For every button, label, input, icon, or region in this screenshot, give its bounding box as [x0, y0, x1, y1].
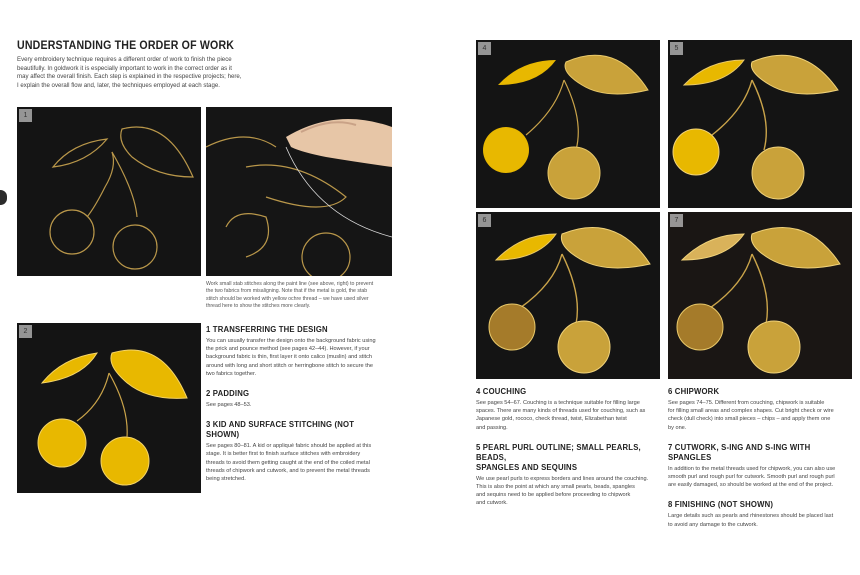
photo-step-5	[668, 40, 852, 208]
photo-step-2	[17, 323, 201, 493]
photo-number: 5	[670, 42, 683, 55]
right-text-column-b	[668, 386, 856, 529]
section-2-body: See pages 48–53.	[206, 402, 252, 409]
section-4-heading: 4 COUCHING	[476, 386, 527, 396]
cherry-chipwork-illustration	[476, 212, 660, 379]
section-3-heading: 3 KID AND SURFACE STITCHING (NOT SHOWN)	[206, 419, 355, 440]
section-1-body: You can usually transfer the design onto the background fabric using the prick and pounce method (see pages 42–44). However, if your background fabric is thin, first layer it onto calico (muslin) and stitch around with long and short stitch or herringbone stitch to secure the two fabrics together.	[206, 338, 376, 377]
section-1-heading: 1 TRANSFERRING THE DESIGN	[206, 324, 328, 334]
section-6-heading: 6 CHIPWORK	[668, 386, 720, 396]
cherry-couching-illustration	[476, 40, 660, 208]
photo-number: 7	[670, 214, 683, 227]
section-8-heading: 8 FINISHING (NOT SHOWN)	[668, 499, 774, 510]
cherry-pearl-purl-illustration	[668, 40, 852, 208]
photo-step-4	[476, 40, 660, 208]
page-title: UNDERSTANDING THE ORDER OF WORK	[17, 40, 235, 52]
photo-step-7	[668, 212, 852, 379]
left-text-column	[206, 324, 396, 483]
photo-number: 2	[19, 325, 32, 338]
hand-stitching-illustration	[206, 107, 392, 276]
cherry-outline-illustration	[17, 107, 201, 276]
section-2-heading: 2 PADDING	[206, 388, 250, 399]
cherry-cutwork-illustration	[668, 212, 852, 379]
photo-step-6	[476, 212, 660, 379]
photo-number: 1	[19, 109, 32, 122]
photo-caption: Work small stab stitches along the paint line (see above, right) to prevent the two fabrics from misaligning. Note that if the metal is gold, the stab stitch should be worked with yellow ochre thread – we have used silver thread here to show the stitches more clearly.	[206, 281, 374, 310]
section-5-heading: 5 PEARL PURL OUTLINE; SMALL PEARLS, BEADS, SPANGLES AND SEQUINS	[476, 441, 641, 472]
section-5-body: We use pearl purls to express borders and lines around the couching. This is also the point at which any small pearls, beads, spangles and sequins need to be applied before proceeding to chipwork and cutwork.	[476, 475, 649, 507]
photo-number: 4	[478, 42, 491, 55]
section-7-heading: 7 CUTWORK, S-ING AND S-ING WITH SPANGLES	[668, 441, 811, 462]
section-7-body: In addition to the metal threads used for chipwork, you can also use smooth purl and rough purl for cutwork. Smooth purl and rough purl are easily damaged, so should be worked at the end of the project.	[668, 465, 836, 489]
photo-step-1	[17, 107, 201, 276]
section-3-body: See pages 80–81. A kid or appliqué fabric should be applied at this stage. It is better first to finish surface stitches with embroidery threads to avoid them getting caught at the end of the coiled metal threads of chipwork and cutwork, and to prevent the metal threads being stretched.	[206, 443, 372, 483]
cherry-padding-illustration	[17, 323, 201, 493]
intro-text: Every embroidery technique requires a different order of work to finish the piece beautifully. In goldwork it is especially important to work in the correct order as it may affect the overall finish. Each step is explained in the respective projects; here, I explain the overall flow and, later, the techniques employed at each stage.	[17, 56, 242, 89]
photo-number: 6	[478, 214, 491, 227]
section-8-body: Large details such as pearls and rhinestones should be placed last to avoid any damage to the cutwork.	[668, 513, 834, 528]
section-6-body: See pages 74–75. Different from couching, chipwork is suitable for filling small areas and complex shapes. Cut bright check or wire check (dull check) into small pieces – chips – and apply them one by one.	[668, 400, 834, 431]
page-nav-handle[interactable]	[0, 190, 7, 205]
photo-step-1-detail	[206, 107, 392, 276]
section-4-body: See pages 54–67. Couching is a technique suitable for filling large spaces. There are many kinds of threads used for couching, such as Japanese gold, rococo, check thread, twist, Elizabethan twist and passing.	[476, 400, 646, 431]
right-text-column-a	[476, 386, 662, 508]
